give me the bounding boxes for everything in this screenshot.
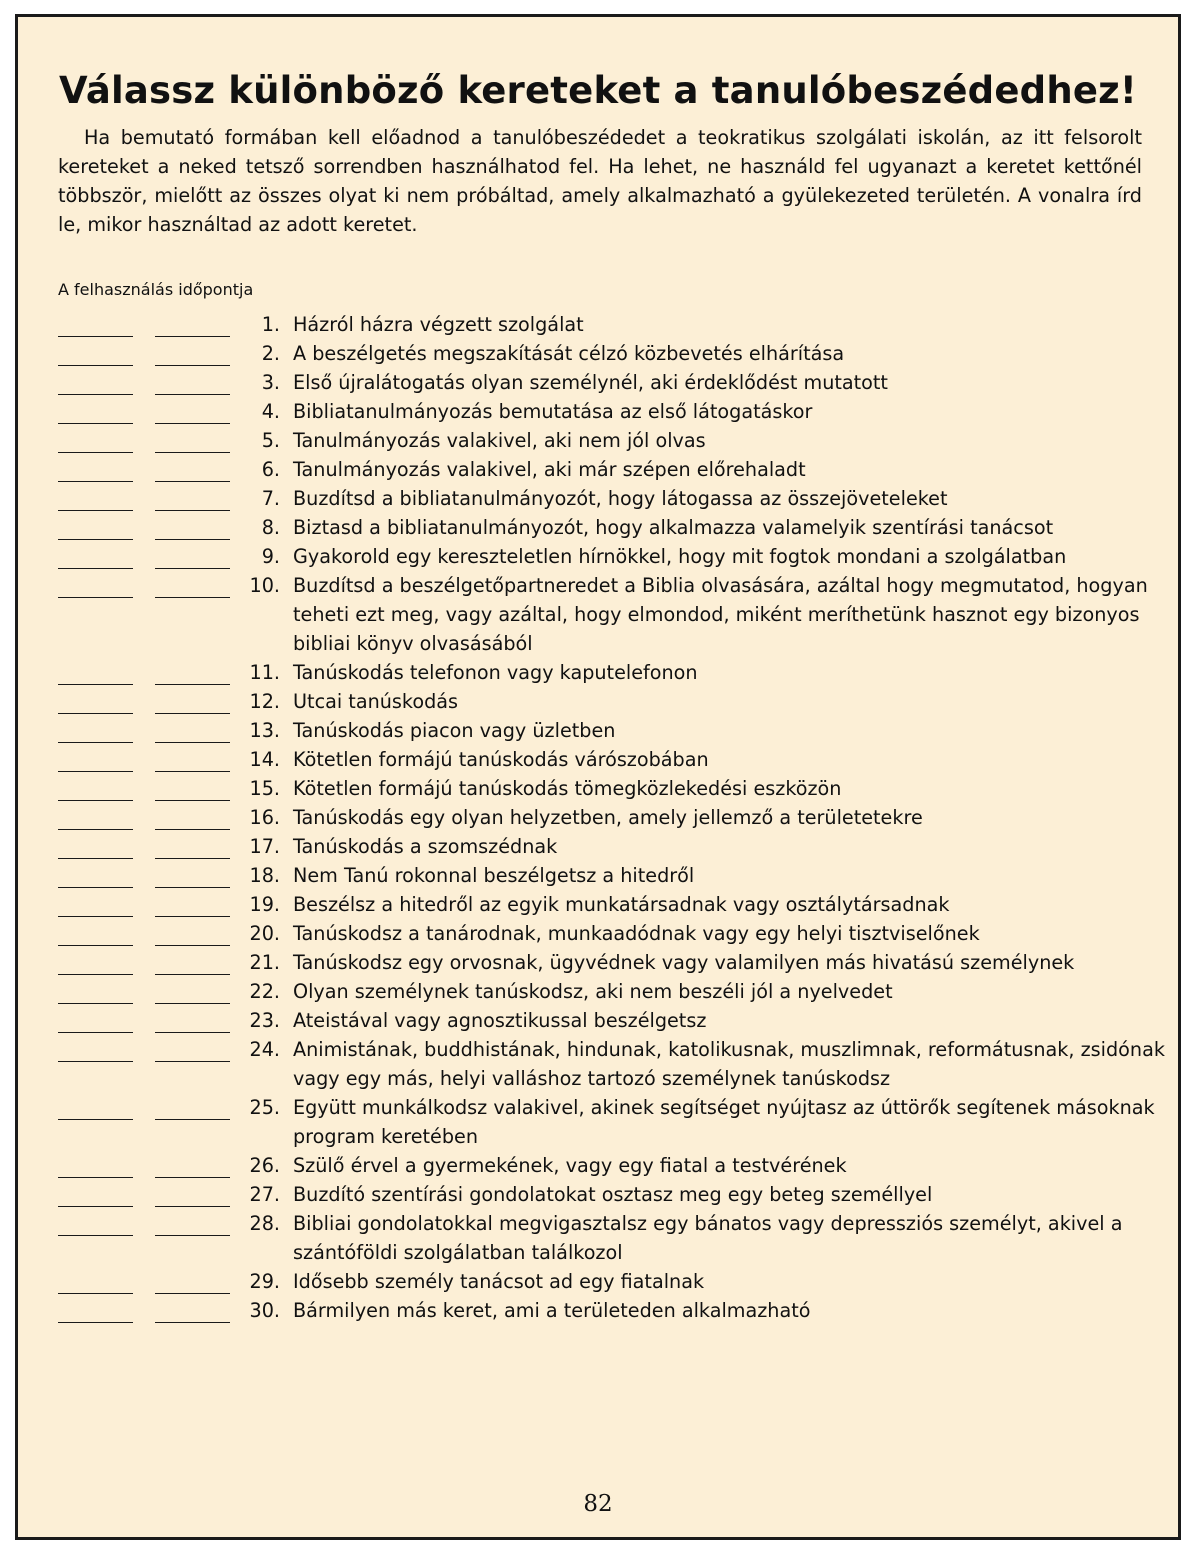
item-text: Beszélsz a hitedről az egyik munkatársadnak vagy osztálytársadnak [293,893,950,916]
frame-list [18,310,1178,1325]
date-blank-line[interactable] [155,452,230,453]
list-item [18,861,1178,890]
date-blank-line[interactable] [58,1235,133,1236]
date-blank-line[interactable] [155,1235,230,1236]
item-text: A beszélgetés megszakítását célzó közbevetés elhárítása [293,342,845,365]
date-blank-line[interactable] [155,829,230,830]
item-number: 16. [249,806,280,829]
item-number: 22. [249,980,280,1003]
date-blank-line[interactable] [155,974,230,975]
item-number: 18. [249,864,280,887]
date-blank-line[interactable] [58,829,133,830]
date-blank-line[interactable] [155,713,230,714]
date-blank-line[interactable] [58,684,133,685]
date-blank-line[interactable] [155,916,230,917]
date-blank-line[interactable] [155,742,230,743]
list-item [18,310,1178,339]
intro-text: Ha bemutató formában kell előadnod a tanulóbeszédedet a teokratikus szolgálati iskolán, az itt felsorolt kereteket a neked tetsző sorrendben használhatod fel. Ha lehet, ne használd fel ugyanazt a keretet kettőnél többször, mielőtt az összes olyat ki nem próbáltad, amely alkalmazható a gyülekezeted területén. A vonalra írd le, mikor használtad az adott keretet. [58,126,1142,236]
date-blank-line[interactable] [155,510,230,511]
item-text: Tanúskodás piacon vagy üzletben [293,719,616,742]
date-blank-line[interactable] [58,1177,133,1178]
list-item [18,455,1178,484]
list-item [18,832,1178,861]
date-blank-line[interactable] [58,858,133,859]
list-item [18,774,1178,803]
item-number: 7. [261,487,280,510]
list-item [18,1006,1178,1035]
list-item [18,542,1178,571]
item-text: Szülő érvel a gyermekének, vagy egy fiatal a testvérének [293,1154,847,1177]
intro-paragraph [58,123,1142,239]
date-blank-line[interactable] [58,568,133,569]
item-number: 4. [261,400,280,423]
item-text: Buzdítsd a bibliatanulmányozót, hogy látogassa az összejöveteleket [293,487,948,510]
item-text: Bibliatanulmányozás bemutatása az első látogatáskor [293,400,813,423]
item-text: Első újralátogatás olyan személynél, aki érdeklődést mutatott [293,371,888,394]
date-blank-line[interactable] [58,713,133,714]
item-number: 2. [261,342,280,365]
item-text: Idősebb személy tanácsot ad egy fiatalnak [293,1270,705,1293]
item-number: 23. [249,1009,280,1032]
date-blank-line[interactable] [58,1119,133,1120]
date-blank-line[interactable] [58,423,133,424]
item-number: 1. [261,313,280,336]
date-blank-line[interactable] [155,394,230,395]
date-blank-line[interactable] [155,771,230,772]
list-item [18,339,1178,368]
item-number: 5. [261,429,280,452]
item-text: Bármilyen más keret, ami a területeden alkalmazható [293,1299,811,1322]
item-number: 11. [249,661,280,684]
worksheet-page [15,14,1181,1540]
item-number: 20. [249,922,280,945]
date-blank-line[interactable] [58,1061,133,1062]
date-blank-line[interactable] [58,597,133,598]
list-item [18,977,1178,1006]
date-blank-line[interactable] [155,365,230,366]
item-text: Buzdító szentírási gondolatokat osztasz meg egy beteg személlyel [293,1183,933,1206]
item-text: Tanulmányozás valakivel, aki már szépen előrehaladt [293,458,806,481]
date-blank-line[interactable] [155,568,230,569]
date-blank-line[interactable] [155,800,230,801]
list-item [18,948,1178,977]
item-text: Bibliai gondolatokkal megvigasztalsz egy bánatos vagy depressziós személyt, akivel a szántóföldi szolgálatban találkozol [293,1212,1123,1264]
item-number: 24. [249,1038,280,1061]
list-item [18,890,1178,919]
item-text: Kötetlen formájú tanúskodás várószobában [293,748,709,771]
item-number: 12. [249,690,280,713]
item-number: 19. [249,893,280,916]
item-text: Buzdítsd a beszélgetőpartneredet a Biblia olvasására, azáltal hogy megmutatod, hogyan teheti ezt meg, vagy azáltal, hogy elmondod, miként meríthetünk hasznot egy bizonyos bibliai könyv olvasásából [293,574,1148,655]
date-blank-line[interactable] [58,1293,133,1294]
date-blank-line[interactable] [155,481,230,482]
list-item [18,658,1178,687]
date-blank-line[interactable] [155,1293,230,1294]
date-blank-line[interactable] [155,539,230,540]
item-text: Kötetlen formájú tanúskodás tömegközlekedési eszközön [293,777,842,800]
item-number: 13. [249,719,280,742]
page-number: 82 [583,1491,613,1517]
date-blank-line[interactable] [155,858,230,859]
list-item [18,426,1178,455]
item-text: Tanúskodás egy olyan helyzetben, amely jellemző a területetekre [293,806,923,829]
date-blank-line[interactable] [58,510,133,511]
date-blank-line[interactable] [155,684,230,685]
date-blank-line[interactable] [155,597,230,598]
date-blank-line[interactable] [155,336,230,337]
item-text: Tanúskodás a szomszédnak [293,835,558,858]
item-text: Utcai tanúskodás [293,690,459,713]
date-blank-line[interactable] [155,1206,230,1207]
list-item [18,1267,1178,1296]
date-blank-line[interactable] [58,539,133,540]
page-title: Válassz különböző kereteket a tanulóbeszédedhez! [59,69,1137,112]
item-text: Gyakorold egy kereszteletlen hírnökkel, hogy mit fogtok mondani a szolgálatban [293,545,1067,568]
item-text: Animistának, buddhistának, hindunak, katolikusnak, muszlimnak, reformátusnak, zsidónak vagy egy más, helyi valláshoz tartozó személynek tanúskodsz [293,1038,1165,1090]
list-item [18,1151,1178,1180]
item-number: 9. [261,545,280,568]
list-item [18,1209,1178,1267]
date-blank-line[interactable] [155,423,230,424]
item-text: Tanúskodsz egy orvosnak, ügyvédnek vagy valamilyen más hivatású személynek [293,951,1075,974]
item-number: 8. [261,516,280,539]
list-item [18,1035,1178,1093]
list-item [18,397,1178,426]
item-number: 30. [249,1299,280,1322]
item-number: 26. [249,1154,280,1177]
date-blank-line[interactable] [58,1003,133,1004]
date-blank-line[interactable] [155,1061,230,1062]
item-text: Tanúskodsz a tanárodnak, munkaadódnak vagy egy helyi tisztviselőnek [293,922,980,945]
item-text: Ateistával vagy agnosztikussal beszélgetsz [293,1009,707,1032]
item-number: 17. [249,835,280,858]
item-number: 15. [249,777,280,800]
date-blank-line[interactable] [155,945,230,946]
list-item [18,803,1178,832]
date-blank-line[interactable] [58,916,133,917]
item-number: 25. [249,1096,280,1119]
date-blank-line[interactable] [155,1003,230,1004]
date-blank-line[interactable] [58,800,133,801]
item-number: 3. [261,371,280,394]
date-blank-line[interactable] [58,771,133,772]
date-blank-line[interactable] [58,394,133,395]
date-blank-line[interactable] [58,945,133,946]
item-text: Olyan személynek tanúskodsz, aki nem beszéli jól a nyelvedet [293,980,893,1003]
date-blank-line[interactable] [58,1032,133,1033]
item-number: 10. [249,574,280,597]
item-text: Biztasd a bibliatanulmányozót, hogy alkalmazza valamelyik szentírási tanácsot [293,516,1054,539]
list-item [18,1093,1178,1151]
date-blank-line[interactable] [58,336,133,337]
date-blank-line[interactable] [155,1322,230,1323]
item-number: 6. [261,458,280,481]
date-blank-line[interactable] [155,1032,230,1033]
date-blank-line[interactable] [155,1119,230,1120]
list-item [18,687,1178,716]
date-blank-line[interactable] [58,365,133,366]
item-text: Nem Tanú rokonnal beszélgetsz a hitedről [293,864,695,887]
list-item [18,716,1178,745]
list-item [18,1180,1178,1209]
date-blank-line[interactable] [58,1322,133,1323]
item-text: Házról házra végzett szolgálat [293,313,584,336]
item-number: 28. [249,1212,280,1235]
list-item [18,513,1178,542]
date-blank-line[interactable] [58,742,133,743]
item-text: Tanúskodás telefonon vagy kaputelefonon [293,661,698,684]
date-blank-line[interactable] [58,452,133,453]
item-number: 29. [249,1270,280,1293]
date-blank-line[interactable] [155,887,230,888]
item-number: 27. [249,1183,280,1206]
list-item [18,919,1178,948]
date-blank-line[interactable] [155,1177,230,1178]
date-blank-line[interactable] [58,974,133,975]
list-item [18,571,1178,658]
list-item [18,1296,1178,1325]
date-blank-line[interactable] [58,481,133,482]
item-number: 14. [249,748,280,771]
date-blank-line[interactable] [58,887,133,888]
date-column-label: A felhasználás időpontja [58,280,254,299]
list-item [18,368,1178,397]
item-number: 21. [249,951,280,974]
date-blank-line[interactable] [58,1206,133,1207]
list-item [18,484,1178,513]
list-item [18,745,1178,774]
item-text: Tanulmányozás valakivel, aki nem jól olvas [293,429,706,452]
item-text: Együtt munkálkodsz valakivel, akinek segítséget nyújtasz az úttörők segítenek másoknak program keretében [293,1096,1155,1148]
